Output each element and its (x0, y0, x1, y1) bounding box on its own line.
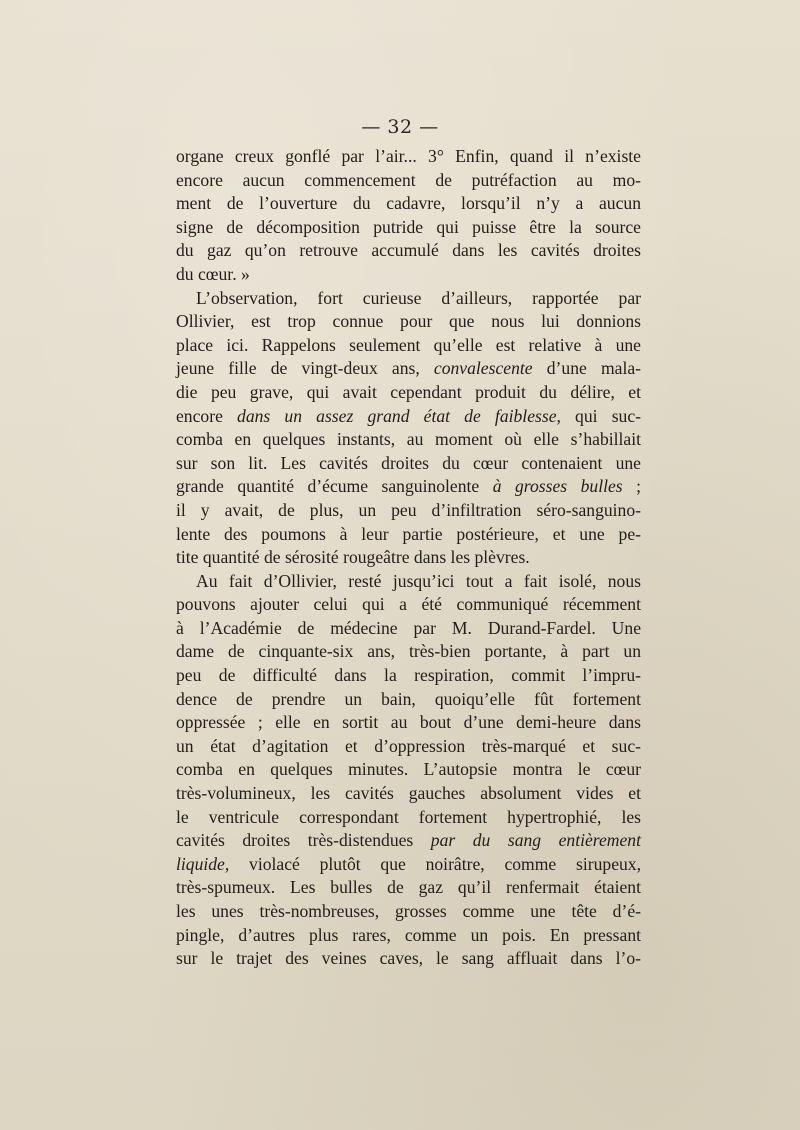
text-line (176, 357, 641, 381)
text-line (176, 405, 641, 429)
italic-run: par du sang entièrement (430, 830, 641, 851)
text-line: à l’Académie de médecine par M. Durand-Fardel. Une (176, 617, 641, 638)
text-line: comba en quelques instants, au moment où elle s’habillait (176, 429, 641, 450)
text-line (176, 475, 641, 499)
text-line: les unes très-nombreuses, grosses comme une tête d’é- (176, 901, 641, 921)
text-line: pingle, d’autres plus rares, comme un pois. En pressant (176, 924, 641, 945)
italic-run: convalescente (433, 358, 533, 379)
italic-run: liquide, (176, 853, 230, 874)
text-run: violacé plutôt que noirâtre, comme sirupeux, (229, 853, 641, 874)
text-line: sur le trajet des veines caves, le sang affluait dans l’o- (176, 948, 641, 969)
text-line: le ventricule correspondant fortement hypertrophié, les (176, 806, 641, 827)
text-line: sur son lit. Les cavités droites du cœur contenaient une (176, 452, 641, 473)
text-line: ment de l’ouverture du cadavre, lorsqu’il n’y a aucun (176, 193, 641, 214)
text-line: du cœur. » (176, 263, 250, 284)
italic-run: dans un assez grand état de faiblesse, (237, 405, 561, 426)
text-line: il y avait, de plus, un peu d’infiltration séro-sanguino- (176, 499, 641, 520)
text-line: encore aucun commencement de putréfaction au mo- (176, 169, 641, 190)
italic-run: à grosses bulles (492, 476, 623, 497)
text-run: qui suc- (560, 405, 641, 426)
text-run: cavités droites très-distendues (176, 830, 431, 851)
text-line: comba en quelques minutes. L’autopsie montra le cœur (176, 759, 641, 780)
text-line: organe creux gonflé par l’air... 3° Enfin, quand il n’existe (176, 146, 641, 166)
text-line: place ici. Rappelons seulement qu’elle est relative à une (176, 334, 641, 355)
text-line: pouvons ajouter celui qui a été communiqué récemment (176, 594, 641, 615)
text-line: peu de difficulté dans la respiration, commit l’impru- (176, 665, 641, 686)
text-line (176, 829, 641, 853)
text-line: tite quantité de sérosité rougeâtre dans les plèvres. (176, 547, 530, 568)
text-line: oppressée ; elle en sortit au bout d’une demi-heure dans (176, 712, 641, 733)
text-run: d’une mala- (532, 358, 642, 379)
text-run: encore (176, 405, 238, 426)
text-line (176, 853, 641, 877)
text-run: jeune fille de vingt-deux ans, (176, 358, 434, 379)
text-run: ; (622, 476, 641, 497)
text-line: dame de cinquante-six ans, très-bien portante, à part un (176, 641, 641, 662)
text-line: un état d’agitation et d’oppression très-marqué et suc- (176, 735, 641, 756)
text-line: signe de décomposition putride qui puisse être la source (176, 216, 641, 237)
page-number: — 32 — (361, 116, 439, 138)
body-text (176, 145, 641, 971)
text-line: très-volumineux, les cavités gauches absolument vides et (176, 783, 641, 804)
text-run: grande quantité d’écume sanguinolente (176, 476, 493, 497)
text-line: L’observation, fort curieuse d’ailleurs, rapportée par (196, 287, 641, 308)
text-line: die peu grave, qui avait cependant produit du délire, et (176, 381, 641, 402)
text-line: lente des poumons à leur partie postérieure, et une pe- (176, 523, 641, 544)
text-line: très-spumeux. Les bulles de gaz qu’il renfermait étaient (176, 877, 641, 898)
text-line: Au fait d’Ollivier, resté jusqu’ici tout a fait isolé, nous (196, 570, 641, 591)
text-line: du gaz qu’on retrouve accumulé dans les cavités droites (176, 240, 641, 261)
text-line: dence de prendre un bain, quoiqu’elle fût fortement (176, 688, 641, 709)
text-line: Ollivier, est trop connue pour que nous lui donnions (176, 311, 641, 332)
